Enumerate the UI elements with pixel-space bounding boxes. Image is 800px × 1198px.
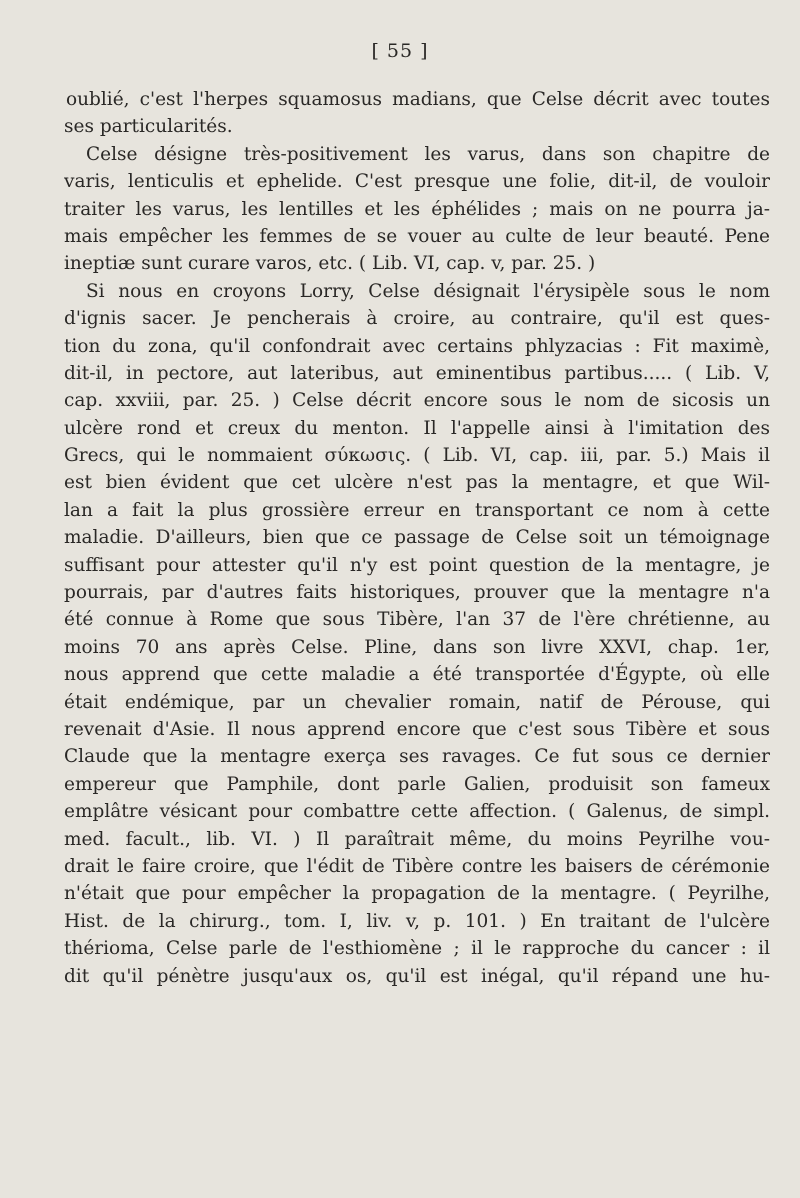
text-line: revenait d'Asie. Il nous apprend encore que c'est sous Tibère et sous xyxy=(64,718,770,740)
text-line: traiter les varus, les lentilles et les éphélides ; mais on ne pourra ja- xyxy=(64,198,770,220)
text-line: cap. xxviii, par. 25. ) Celse décrit encore sous le nom de sicosis un xyxy=(64,390,770,412)
text-line: Si nous en croyons Lorry, Celse désignait l'érysipèle sous le nom xyxy=(86,280,770,302)
text-line: mais empêcher les femmes de se vouer au culte de leur beauté. Pene xyxy=(64,225,770,247)
text-line: Hist. de la chirurg., tom. I, liv. v, p. 101. ) En traitant de l'ulcère xyxy=(64,910,770,932)
text-line: lan a fait la plus grossière erreur en transportant ce nom à cette xyxy=(64,499,770,521)
text-line: thérioma, Celse parle de l'esthiomène ; il le rapproche du cancer : il xyxy=(64,938,770,960)
text-line: varis, lenticulis et ephelide. C'est presque une folie, dit-il, de vouloir xyxy=(64,171,770,193)
text-line: suffisant pour attester qu'il n'y est point question de la mentagre, je xyxy=(64,554,770,576)
text-line: dit-il, in pectore, aut lateribus, aut eminentibus partibus..... ( Lib. V, xyxy=(64,362,770,384)
text-line: n'était que pour empêcher la propagation de la mentagre. ( Peyrilhe, xyxy=(64,883,770,905)
text-line: pourrais, par d'autres faits historiques, prouver que la mentagre n'a xyxy=(64,582,770,604)
text-line: d'ignis sacer. Je pencherais à croire, au contraire, qu'il est ques- xyxy=(64,308,770,330)
text-line: été connue à Rome que sous Tibère, l'an 37 de l'ère chrétienne, au xyxy=(64,609,770,631)
page-number: [ 55 ] xyxy=(371,40,429,62)
text-line: drait le faire croire, que l'édit de Tibère contre les baisers de cérémonie xyxy=(64,855,770,877)
text-line: empereur que Pamphile, dont parle Galien, produisit son fameux xyxy=(64,773,770,795)
text-line: maladie. D'ailleurs, bien que ce passage de Celse soit un témoignage xyxy=(64,527,770,549)
text-line: est bien évident que cet ulcère n'est pas la mentagre, et que Wil- xyxy=(64,472,770,494)
text-line: dit qu'il pénètre jusqu'aux os, qu'il est inégal, qu'il répand une hu- xyxy=(64,965,770,987)
text-line: med. facult., lib. VI. ) Il paraîtrait même, du moins Peyrilhe vou- xyxy=(64,828,770,850)
text-line: nous apprend que cette maladie a été transportée d'Égypte, où elle xyxy=(64,664,770,686)
text-line: ineptiæ sunt curare varos, etc. ( Lib. VI, cap. v, par. 25. ) xyxy=(64,253,596,275)
text-line: moins 70 ans après Celse. Pline, dans son livre XXVI, chap. 1er, xyxy=(64,636,770,658)
text-line: Celse désigne très-positivement les varus, dans son chapitre de xyxy=(86,143,770,165)
text-line: oublié, c'est l'herpes squamosus madians, que Celse décrit avec toutes xyxy=(66,89,770,110)
text-line: tion du zona, qu'il confondrait avec certains phlyzacias : Fit maximè, xyxy=(64,335,770,357)
text-line: Claude que la mentagre exerça ses ravages. Ce fut sous ce dernier xyxy=(64,746,770,768)
text-line: Grecs, qui le nommaient σύκωσις. ( Lib. VI, cap. iii, par. 5.) Mais il xyxy=(64,445,770,467)
text-line: emplâtre vésicant pour combattre cette affection. ( Galenus, de simpl. xyxy=(64,801,770,823)
text-line: ses particularités. xyxy=(64,116,233,138)
text-line: ulcère rond et creux du menton. Il l'appelle ainsi à l'imitation des xyxy=(64,417,770,439)
body-text xyxy=(64,86,770,990)
text-line: était endémique, par un chevalier romain, natif de Pérouse, qui xyxy=(64,691,770,713)
